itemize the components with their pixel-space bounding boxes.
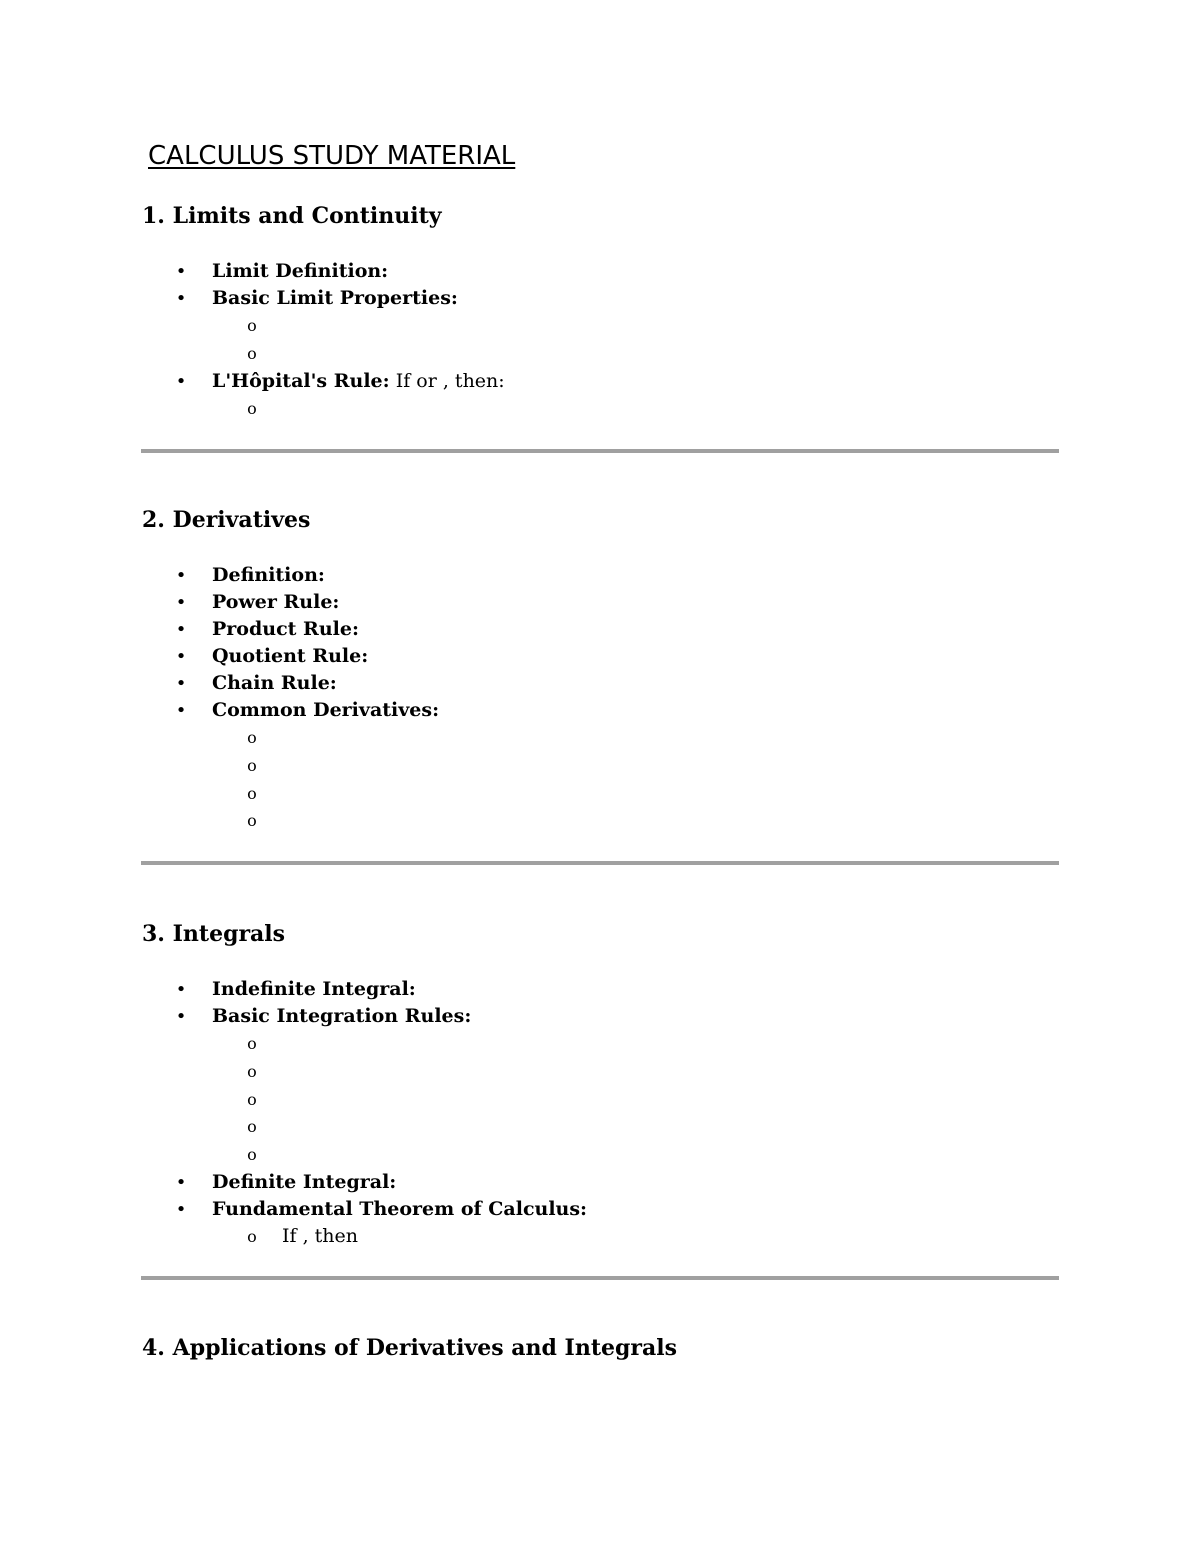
item-label: Chain Rule: — [212, 672, 337, 694]
circle-bullet-icon: o — [247, 1117, 257, 1137]
bullet-icon: • — [175, 673, 187, 694]
section-heading-integrals: 3. Integrals — [142, 921, 286, 947]
item-label: L'Hôpital's Rule: If or , then: — [212, 369, 505, 392]
bullet-icon: • — [175, 261, 187, 282]
bullet-icon: • — [175, 370, 187, 392]
section-heading-limits: 1. Limits and Continuity — [142, 203, 442, 229]
document-title: CALCULUS STUDY MATERIAL — [148, 141, 516, 171]
item-label: Quotient Rule: — [212, 645, 369, 667]
item-label: Product Rule: — [212, 618, 359, 640]
horizontal-rule — [141, 861, 1059, 865]
horizontal-rule — [141, 1276, 1059, 1280]
circle-bullet-icon: o — [247, 1226, 257, 1246]
circle-bullet-icon: o — [247, 343, 257, 363]
section-heading-applications: 4. Applications of Derivatives and Integrals — [142, 1335, 677, 1361]
circle-bullet-icon: o — [247, 755, 257, 775]
bullet-icon: • — [175, 979, 187, 1000]
bullet-icon: • — [175, 592, 187, 613]
circle-bullet-icon: o — [247, 1034, 257, 1053]
item-label: Fundamental Theorem of Calculus: — [212, 1197, 588, 1220]
item-label: Limit Definition: — [212, 260, 389, 282]
bullet-icon: • — [175, 288, 187, 309]
bullet-icon: • — [175, 1006, 187, 1027]
item-label: Common Derivatives: — [212, 699, 440, 721]
circle-bullet-icon: o — [247, 316, 257, 335]
bullet-icon: • — [175, 565, 187, 586]
section-heading-derivatives: 2. Derivatives — [142, 507, 311, 533]
bullet-icon: • — [175, 1198, 187, 1220]
circle-bullet-icon: o — [247, 811, 257, 831]
item-label: Power Rule: — [212, 591, 340, 613]
circle-bullet-icon: o — [247, 728, 257, 747]
sub-item-text: If , then — [282, 1224, 359, 1247]
bullet-icon: • — [175, 619, 187, 640]
circle-bullet-icon: o — [247, 1145, 257, 1165]
bullet-icon: • — [175, 1171, 187, 1193]
bullet-icon: • — [175, 646, 187, 667]
circle-bullet-icon: o — [247, 1061, 257, 1081]
circle-bullet-icon: o — [247, 398, 257, 418]
item-label: Indefinite Integral: — [212, 978, 416, 1000]
circle-bullet-icon: o — [247, 1089, 257, 1109]
item-label: Definite Integral: — [212, 1170, 397, 1193]
item-label: Basic Integration Rules: — [212, 1005, 472, 1027]
circle-bullet-icon: o — [247, 783, 257, 803]
bullet-icon: • — [175, 700, 187, 721]
item-label: Basic Limit Properties: — [212, 287, 458, 309]
item-label: Definition: — [212, 564, 325, 586]
horizontal-rule — [141, 449, 1059, 453]
